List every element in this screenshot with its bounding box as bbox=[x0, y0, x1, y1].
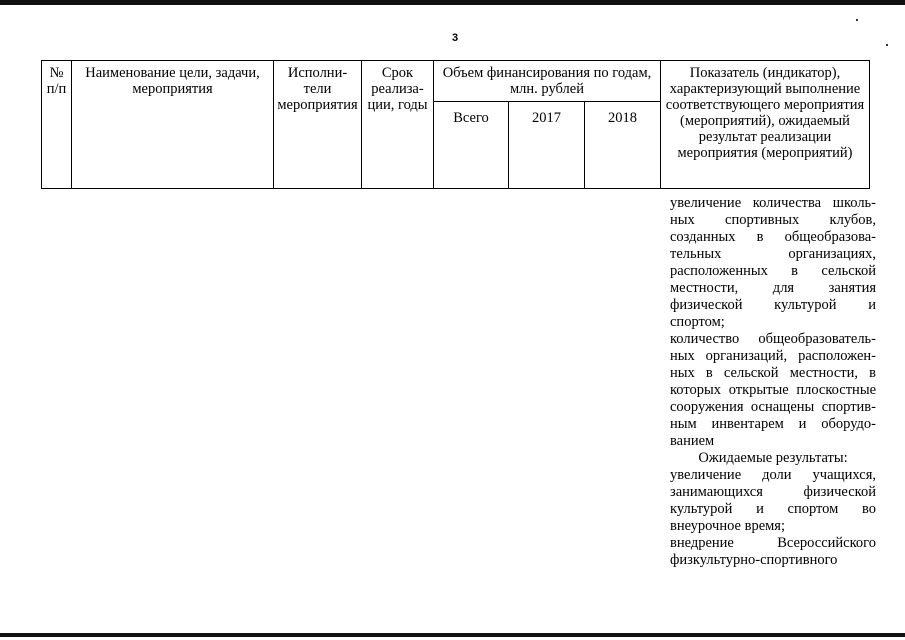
header-name: Наименование цели, задачи, мероприятия bbox=[72, 61, 274, 189]
header-year-2017: 2017 bbox=[509, 102, 585, 189]
table-header bbox=[41, 60, 870, 189]
indicator-paragraph: количество общеобразователь- ных организаций, расположен- ных в сельской местности, в которых открытые плоскостные сооружения оснащены спортив- ным инвентарем и оборудо- ванием bbox=[670, 331, 876, 449]
indicator-paragraph: увеличение доли учащихся, занимающихся физической культурой и спортом во внеурочное время; bbox=[670, 467, 876, 534]
header-funding: Объем финансирования по годам, млн. рублей bbox=[434, 61, 661, 102]
top-border-rule bbox=[0, 0, 905, 5]
scan-speck bbox=[856, 19, 858, 21]
header-total: Всего bbox=[434, 102, 509, 189]
indicator-text-block bbox=[670, 195, 876, 569]
header-num: № п/п bbox=[42, 61, 72, 189]
indicator-paragraph: внедрение Всероссийского физкультурно-спортивного bbox=[670, 535, 876, 568]
bottom-border-rule bbox=[0, 633, 905, 637]
header-executor: Исполни- тели мероприятия bbox=[274, 61, 362, 189]
header-indicator: Показатель (индикатор), характеризующий выполнение соответствующего мероприятия (мероприятий), ожидаемый результат реализации мероприятия (мероприятий) bbox=[661, 61, 870, 189]
header-term: Срок реализа- ции, годы bbox=[362, 61, 434, 189]
header-year-2018: 2018 bbox=[585, 102, 661, 189]
expected-results-heading: Ожидаемые результаты: bbox=[698, 450, 848, 466]
indicator-paragraph: увеличение количества школь- ных спортивных клубов, созданных в общеобразова- тельных организациях, расположенных в сельской местности, для занятия физической культурой и спортом; bbox=[670, 195, 876, 330]
page-number: 3 bbox=[451, 32, 459, 44]
scan-speck bbox=[886, 44, 888, 46]
